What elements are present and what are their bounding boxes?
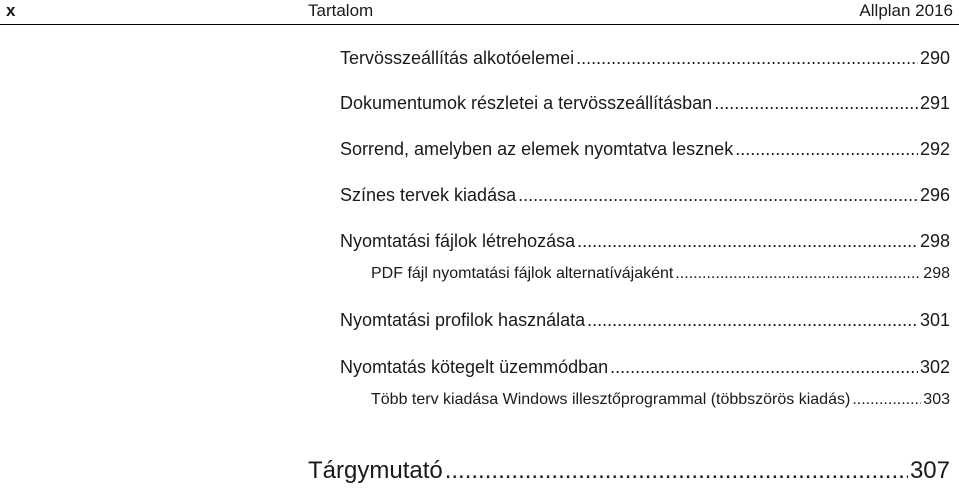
toc-subentry[interactable] bbox=[371, 263, 950, 285]
toc-dot-leader bbox=[587, 308, 918, 332]
toc-entry-page: 298 bbox=[919, 231, 950, 251]
toc-entry[interactable] bbox=[340, 308, 950, 332]
toc-dot-leader bbox=[852, 389, 921, 411]
toc-entry[interactable] bbox=[340, 355, 950, 379]
toc-entry-title: Nyomtatási profilok használata bbox=[340, 310, 586, 330]
toc-entry-title: Tervösszeállítás alkotóelemei bbox=[340, 48, 575, 68]
toc-entry[interactable] bbox=[340, 137, 950, 161]
section-title: Tartalom bbox=[308, 1, 374, 20]
toc-entry-page: 298 bbox=[923, 265, 950, 282]
toc-dot-leader bbox=[445, 456, 908, 486]
toc-entry[interactable] bbox=[340, 46, 950, 70]
toc-entry-title: PDF fájl nyomtatási fájlok alternatívájaként bbox=[371, 265, 674, 282]
toc-dot-leader bbox=[518, 183, 918, 207]
toc-entry[interactable] bbox=[340, 183, 950, 207]
toc-entry-page: 302 bbox=[919, 357, 950, 377]
toc-dot-leader bbox=[610, 355, 918, 379]
toc-entry-page: 303 bbox=[923, 391, 950, 408]
toc-entry-page: 290 bbox=[919, 48, 950, 68]
toc-dot-leader bbox=[675, 263, 921, 285]
toc-entry-page: 307 bbox=[909, 457, 950, 484]
toc-subentry[interactable] bbox=[371, 389, 950, 411]
book-title: Allplan 2016 bbox=[859, 1, 953, 20]
toc-entry-title: Több terv kiadása Windows illesztőprogrammal (többszörös kiadás) bbox=[371, 391, 851, 408]
toc-entry[interactable] bbox=[340, 229, 950, 253]
toc-entry-title: Tárgymutató bbox=[308, 457, 443, 484]
toc-entry-page: 301 bbox=[919, 310, 950, 330]
toc-entry-title: Nyomtatási fájlok létrehozása bbox=[340, 231, 576, 251]
toc-dot-leader bbox=[577, 229, 918, 253]
toc-entry-title: Sorrend, amelyben az elemek nyomtatva lesznek bbox=[340, 139, 734, 159]
toc-dot-leader bbox=[576, 46, 918, 70]
toc-entry-page: 291 bbox=[919, 93, 950, 113]
page-header bbox=[0, 0, 959, 25]
toc-entry-index[interactable] bbox=[308, 456, 950, 486]
toc-dot-leader bbox=[714, 91, 918, 115]
toc-entry-title: Dokumentumok részletei a tervösszeállításban bbox=[340, 93, 713, 113]
toc-entry-title: Színes tervek kiadása bbox=[340, 185, 517, 205]
toc-entry[interactable] bbox=[340, 91, 950, 115]
toc-entry-page: 296 bbox=[919, 185, 950, 205]
toc-entry-page: 292 bbox=[919, 139, 950, 159]
toc-dot-leader bbox=[735, 137, 918, 161]
toc-entry-title: Nyomtatás kötegelt üzemmódban bbox=[340, 357, 609, 377]
page-number-marker: x bbox=[6, 1, 16, 20]
